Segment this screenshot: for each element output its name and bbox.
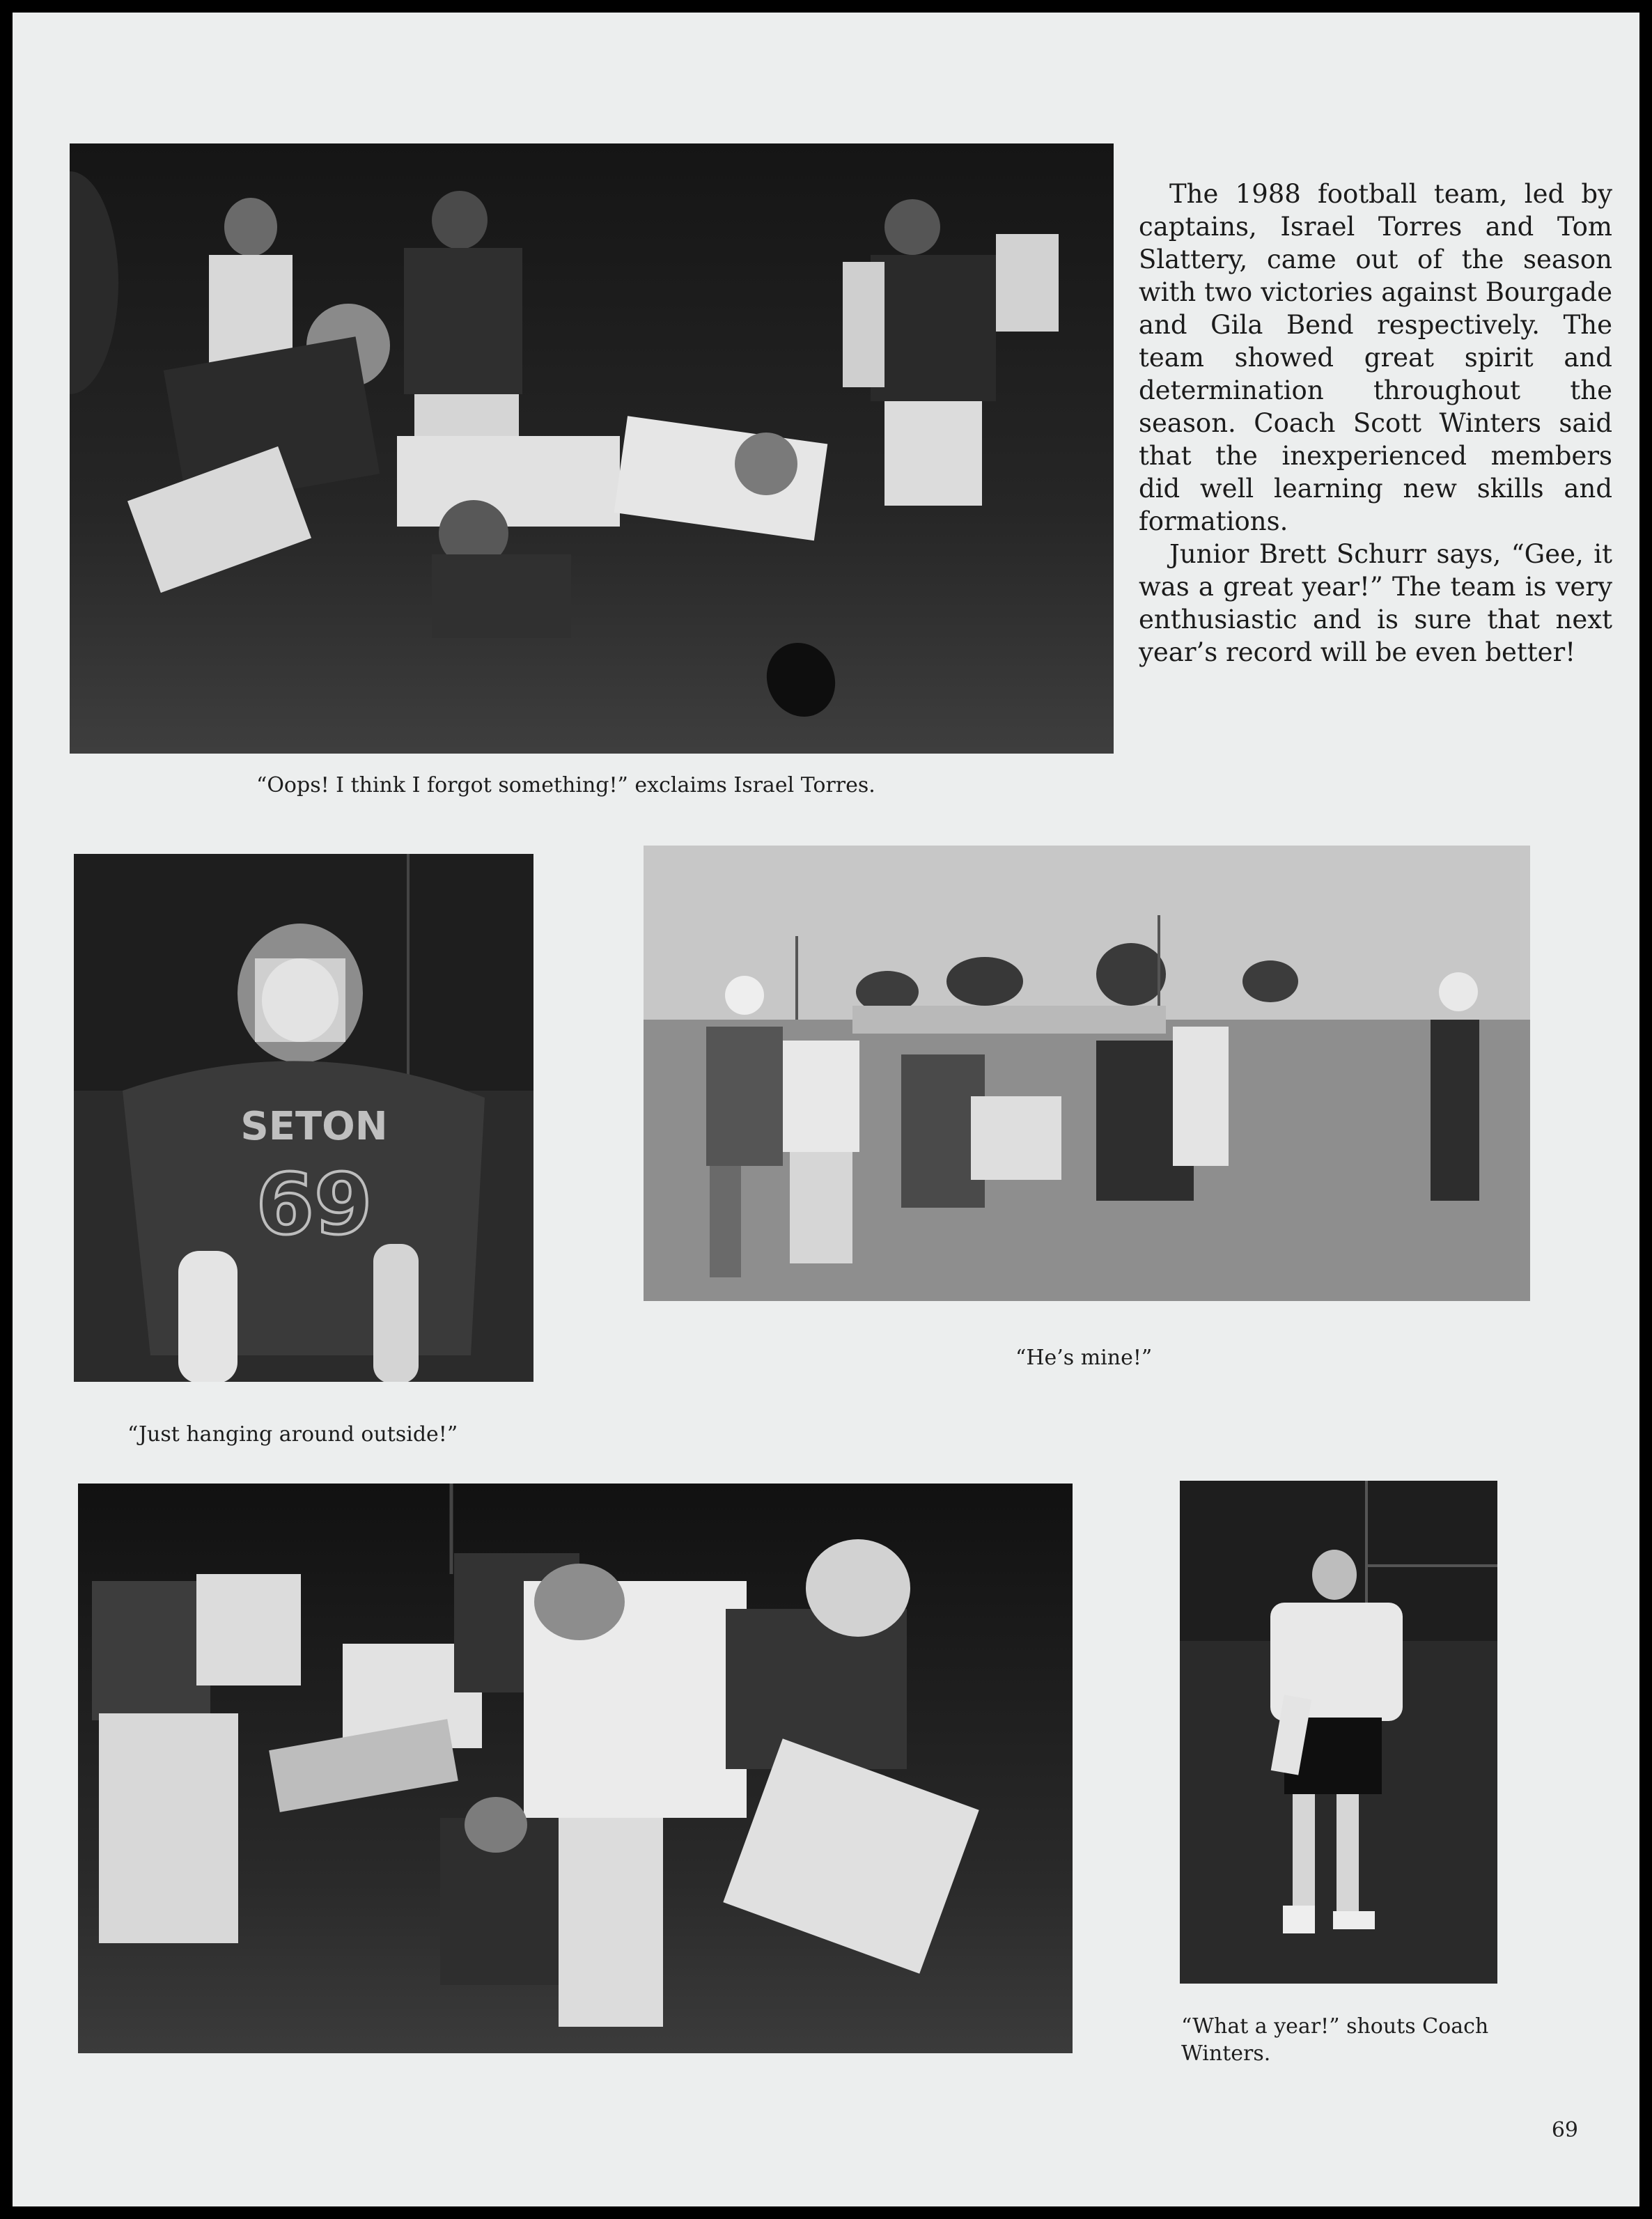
caption-day-game: “He’s mine!” bbox=[1015, 1346, 1153, 1370]
photo-coach-image bbox=[1180, 1481, 1497, 1984]
photo-player-69 bbox=[74, 854, 533, 1382]
yearbook-page bbox=[13, 13, 1639, 2206]
photo-fumble bbox=[70, 143, 1114, 754]
photo-coach bbox=[1180, 1481, 1497, 1984]
caption-coach: “What a year!” shouts Coach Winters. bbox=[1181, 2014, 1489, 2066]
jersey-number-text: 69 bbox=[256, 1157, 373, 1254]
photo-tackle-image bbox=[78, 1484, 1073, 2053]
photo-tackle bbox=[78, 1484, 1073, 2053]
jersey-team-text: SETON bbox=[240, 1104, 388, 1149]
page-number: 69 bbox=[1551, 2118, 1578, 2142]
article-paragraph-1: The 1988 football team, led by captains, Israel Torres and Tom Slattery, came out of the season with two victories against Bourgade and Gila Bend respectively. The team showed great spirit and determination throughout the season. Coach Scott Winters said that the inexperienced members did well learning new skills and formations. bbox=[1139, 179, 1612, 536]
caption-fumble: “Oops! I think I forgot something!” exclaims Israel Torres. bbox=[256, 773, 875, 797]
photo-day-game-image bbox=[644, 846, 1530, 1301]
article-text bbox=[1139, 178, 1612, 669]
photo-fumble-image bbox=[70, 143, 1114, 754]
caption-player-69: “Just hanging around outside!” bbox=[127, 1422, 458, 1447]
photo-player-69-image bbox=[74, 854, 533, 1382]
photo-day-game bbox=[644, 846, 1530, 1301]
article-paragraph-2: Junior Brett Schurr says, “Gee, it was a great year!” The team is very enthusiastic and is sure that next year’s record will be even better! bbox=[1139, 538, 1612, 667]
